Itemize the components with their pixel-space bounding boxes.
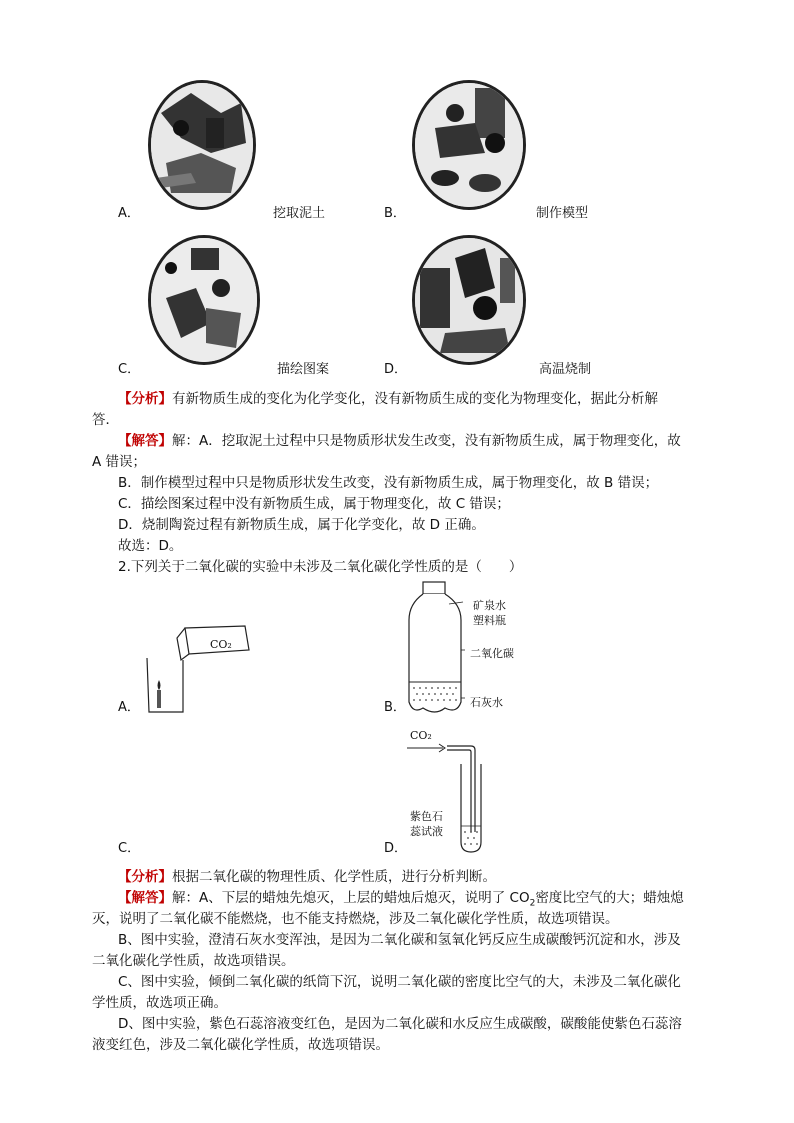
q2-answer-line2: 灭，说明了二氧化碳不能燃烧，也不能支持燃烧，涉及二氧化碳化学性质，故选项错误。 <box>92 911 619 927</box>
image-dig-clay <box>148 80 256 210</box>
image-make-model <box>412 80 526 210</box>
q1-option-d-letter: D． <box>384 362 408 377</box>
figure-a-candle-beaker <box>145 620 255 715</box>
q2-option-d-letter: D． <box>384 841 408 856</box>
q1-answer-line1 <box>118 430 681 452</box>
image-draw-pattern <box>148 235 260 365</box>
figure-a-co2-label: CO₂ <box>210 638 232 651</box>
q2-option-a-letter: A． <box>118 700 140 715</box>
q2-answer-line8: 液变红色，涉及二氧化碳化学性质，故选项错误。 <box>92 1037 389 1053</box>
answer-text: 解：A、下层的蜡烛先熄灭，上层的蜡烛后熄灭，说明了 CO <box>172 890 530 906</box>
q1-option-b-caption: 制作模型 <box>536 206 589 221</box>
q2-question: 2.下列关于二氧化碳的实验中未涉及二氧化碳化学性质的是（ ） <box>118 559 523 575</box>
q1-answer-line3: B．制作模型过程中只是物质形状发生改变，没有新物质生成，属于物理变化，故 B 错误； <box>118 475 659 491</box>
figure-b-label-plastic-bottle: 塑料瓶 <box>473 614 506 627</box>
q1-option-a-caption: 挖取泥土 <box>273 206 326 221</box>
q1-analysis-line1 <box>118 388 658 410</box>
q2-analysis-line <box>118 866 496 888</box>
figure-d-label-litmus-2: 蕊试液 <box>410 825 443 838</box>
q2-answer-line6: 学性质，故选项正确。 <box>92 995 227 1011</box>
q1-option-b-letter: B． <box>384 206 406 221</box>
q2-answer-line5: C、图中实验，倾倒二氧化碳的纸筒下沉，说明二氧化碳的密度比空气的大，未涉及二氧化碳化 <box>118 974 681 990</box>
figure-b-plastic-bottle <box>405 580 465 720</box>
analysis-tag: 【分析】 <box>118 391 172 407</box>
answer-tag: 【解答】 <box>118 890 172 906</box>
q1-option-c-letter: C． <box>118 362 141 377</box>
q2-answer-line4: 二氧化碳化学性质，故选项错误。 <box>92 953 295 969</box>
q1-answer-line4: C．描绘图案过程中没有新物质生成，属于物理变化，故 C 错误； <box>118 496 510 512</box>
q1-analysis-line2: 答． <box>92 412 119 428</box>
analysis-text: 有新物质生成的变化为化学变化，没有新物质生成的变化为物理变化，据此分析解 <box>172 391 658 407</box>
answer-text-post: 密度比空气的大；蜡烛熄 <box>535 890 684 906</box>
q1-answer-line5: D．烧制陶瓷过程有新物质生成，属于化学变化，故 D 正确。 <box>118 517 485 533</box>
image-high-temp-firing <box>412 235 526 365</box>
figure-b-label-mineral-water: 矿泉水 <box>473 599 506 612</box>
analysis-text: 根据二氧化碳的物理性质、化学性质，进行分析判断。 <box>172 869 496 885</box>
q2-answer-line7: D、图中实验，紫色石蕊溶液变红色，是因为二氧化碳和水反应生成碳酸，碳酸能使紫色石蕊溶 <box>118 1016 682 1032</box>
q2-answer-line3: B、图中实验，澄清石灰水变浑浊，是因为二氧化碳和氢氧化钙反应生成碳酸钙沉淀和水，涉及 <box>118 932 681 948</box>
q1-option-d-caption: 高温烧制 <box>539 362 592 377</box>
q2-option-c-letter: C． <box>118 841 141 856</box>
figure-b-label-limewater: 石灰水 <box>470 696 503 709</box>
q1-choice: 故选：D。 <box>118 538 183 554</box>
subscript-2: 2 <box>529 898 536 909</box>
figure-d-label-litmus-1: 紫色石 <box>410 810 443 823</box>
q1-option-a-letter: A． <box>118 206 140 221</box>
figure-d-test-tube <box>405 742 485 857</box>
analysis-tag: 【分析】 <box>118 869 172 885</box>
answer-text: 解：A．挖取泥土过程中只是物质形状发生改变，没有新物质生成，属于物理变化，故 <box>172 433 681 449</box>
q2-option-b-letter: B． <box>384 700 406 715</box>
figure-b-label-carbon-dioxide: 二氧化碳 <box>470 647 514 660</box>
figure-d-co2-label: CO₂ <box>410 729 432 742</box>
q1-option-c-caption: 描绘图案 <box>277 362 330 377</box>
answer-tag: 【解答】 <box>118 433 172 449</box>
q1-answer-line2: A 错误； <box>92 454 147 470</box>
